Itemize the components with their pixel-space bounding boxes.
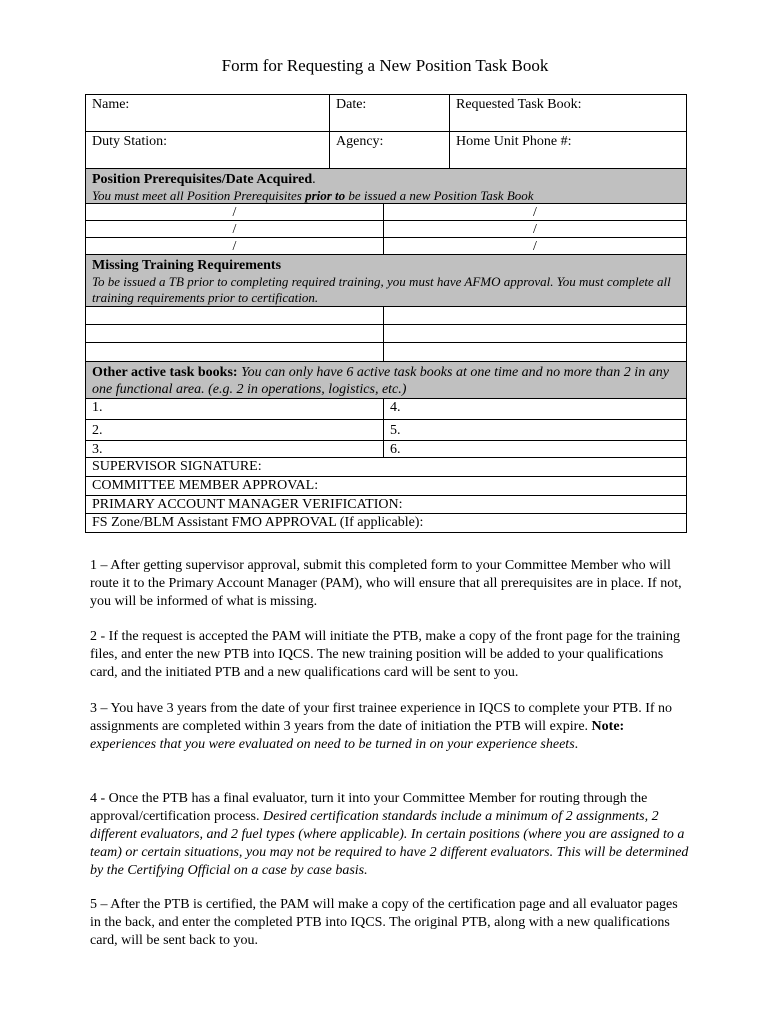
pam-verification-row (86, 496, 686, 514)
missing-training-heading: Missing Training Requirements (92, 258, 282, 273)
step-3-note: experiences that you were evaluated on need to be turned in on your experience sheets (90, 737, 575, 752)
prereq-cell[interactable]: / (86, 238, 384, 254)
prereq-heading-suffix: . (312, 172, 316, 187)
committee-approval-field[interactable]: COMMITTEE MEMBER APPROVAL: (92, 478, 319, 493)
step-1-text: 1 – After getting supervisor approval, submit this completed form to your Committee Member who will route it to the Primary Account Manager (PAM), who will ensure that all prerequisites are in place. If not, you will be informed of what is missing. (90, 558, 682, 609)
other-task-books-header (86, 362, 686, 399)
duty-station-field[interactable]: Duty Station: (86, 132, 330, 168)
step-4-text: 4 - Once the PTB has a final evaluator, turn it into your Committee Member for routing through the approval/certification process. (90, 791, 648, 824)
missing-training-cell[interactable] (86, 307, 384, 324)
prereq-heading: Position Prerequisites/Date Acquired (92, 172, 313, 187)
agency-field[interactable]: Agency: (330, 132, 450, 168)
step-5 (90, 896, 690, 950)
task-book-slot[interactable]: 1. (86, 399, 384, 419)
pam-verification-field[interactable]: PRIMARY ACCOUNT MANAGER VERIFICATION: (92, 497, 403, 512)
missing-training-row (86, 343, 686, 362)
task-book-row (86, 399, 686, 420)
step-3 (90, 700, 690, 754)
task-book-slot[interactable]: 4. (390, 400, 401, 415)
step-5-text: 5 – After the PTB is certified, the PAM will make a copy of the certification page and all evaluator pages in the back, and enter the completed PTB into IQCS. The original PTB, along with a new qualifications card, will be sent back to you. (90, 897, 678, 948)
task-book-slot[interactable]: 3. (86, 441, 384, 457)
prereq-cell[interactable]: / (533, 239, 537, 254)
other-task-books-note: You can only have 6 active task books at one time and no more than 2 in any one functional area. (e.g. 2 in operations, logistics, etc.) (92, 365, 669, 397)
missing-training-header (86, 255, 686, 307)
missing-training-cell[interactable] (86, 343, 384, 361)
step-3-text: 3 – You have 3 years from the date of your first trainee experience in IQCS to complete your PTB. If no assignments are completed within 3 years from the date of initiation the PTB will expire. (90, 701, 673, 734)
prereq-note-bold: prior to (305, 188, 346, 203)
step-4-standards: Desired certification standards include a minimum of 2 assignments, 2 different evaluators, and 2 fuel types (where applicable). In certain positions (where you are assigned to a team) or certain situations, you may not be required to have 2 different evaluators. This will be determined by the Certifying Official on a case by case basis. (90, 809, 689, 878)
prereq-cell[interactable]: / (86, 221, 384, 237)
missing-training-row (86, 307, 686, 325)
page-title: Form for Requesting a New Position Task Book (221, 56, 549, 75)
prereq-note-pre: You must meet all Position Prerequisites (92, 188, 306, 203)
step-2 (90, 628, 690, 682)
prereq-header (86, 169, 686, 204)
missing-training-cell[interactable] (384, 343, 686, 361)
missing-training-cell[interactable] (384, 307, 686, 324)
home-unit-phone-field[interactable]: Home Unit Phone #: (456, 134, 572, 149)
prereq-note (92, 188, 680, 204)
task-book-row (86, 420, 686, 441)
prereq-cell[interactable]: / (533, 205, 537, 220)
task-book-slot[interactable]: 5. (390, 423, 401, 438)
step-4 (90, 790, 690, 880)
date-field[interactable]: Date: (330, 95, 450, 131)
prereq-row (86, 238, 686, 255)
missing-training-note: To be issued a TB prior to completing required training, you must have AFMO approval. You must complete all training requirements prior to certification. (92, 274, 671, 305)
form-row-duty (86, 132, 686, 169)
fmo-approval-field[interactable]: FS Zone/BLM Assistant FMO APPROVAL (If applicable): (92, 515, 424, 530)
missing-training-cell[interactable] (384, 325, 686, 342)
request-form (85, 94, 687, 533)
prereq-cell[interactable]: / (86, 204, 384, 220)
supervisor-signature-field[interactable]: SUPERVISOR SIGNATURE: (92, 459, 262, 474)
other-task-books-heading: Other active task books: (92, 365, 238, 380)
step-1 (90, 557, 690, 611)
prereq-row (86, 221, 686, 238)
requested-task-book-field[interactable]: Requested Task Book: (456, 97, 582, 112)
prereq-note-post: be issued a new Position Task Book (345, 188, 534, 203)
fmo-approval-row (86, 514, 686, 532)
task-book-slot[interactable]: 2. (86, 420, 384, 440)
step-2-text: 2 - If the request is accepted the PAM will initiate the PTB, make a copy of the front page for the training files, and enter the new PTB into IQCS. The new training position will be added to your qualifications card, and the initiated PTB and a new qualifications card will be sent to you. (90, 629, 681, 680)
committee-approval-row (86, 477, 686, 496)
missing-training-row (86, 325, 686, 343)
step-3-end: . (574, 737, 579, 752)
task-book-slot[interactable]: 6. (390, 442, 401, 457)
form-row-name (86, 95, 686, 132)
supervisor-signature-row (86, 458, 686, 477)
prereq-cell[interactable]: / (533, 222, 537, 237)
step-3-note-label: Note: (591, 719, 625, 734)
missing-training-cell[interactable] (86, 325, 384, 342)
name-field[interactable]: Name: (86, 95, 330, 131)
task-book-row (86, 441, 686, 458)
prereq-row (86, 204, 686, 221)
